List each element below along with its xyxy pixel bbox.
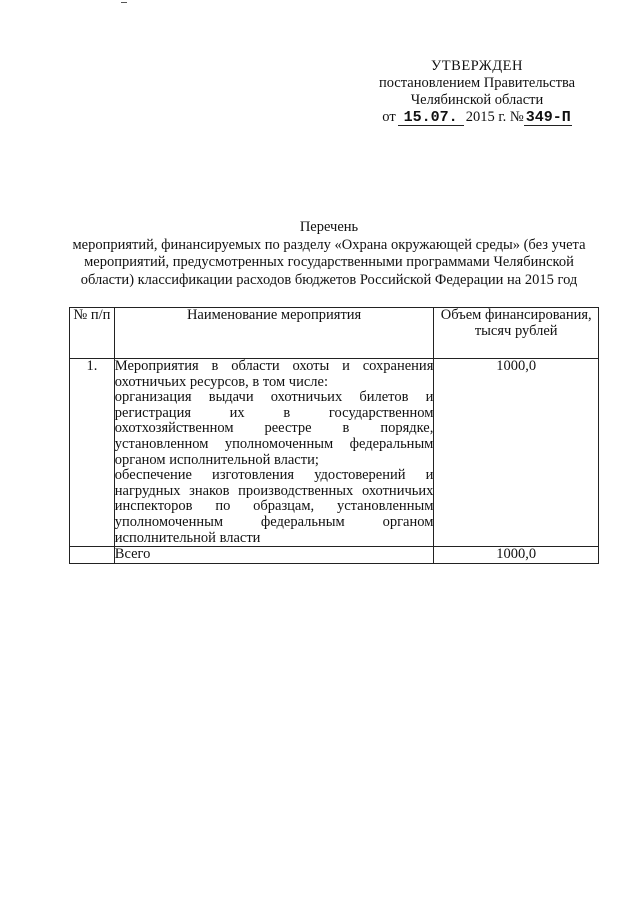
document-title bbox=[64, 219, 594, 289]
approval-date-number-line bbox=[370, 109, 584, 126]
total-label: Всего bbox=[114, 547, 434, 564]
approval-number: 349-П bbox=[525, 109, 571, 126]
header-name: Наименование мероприятия bbox=[114, 308, 434, 359]
row-text-part: обеспечение изготовления удостоверений и нагрудных знаков производственных охотничьих инспекторов по образцам, установленным уполномоченным федеральным органом исполнительной власти bbox=[114, 467, 434, 546]
row-value: 1000,0 bbox=[434, 359, 599, 547]
row-text-part: организация выдачи охотничьих билетов и регистрация их в государственном охотхозяйственном реестре в порядке, установленном уполномоченным федеральным органом исполнительной власти; bbox=[114, 389, 434, 468]
approval-date: 15.07. bbox=[398, 110, 464, 126]
total-value: 1000,0 bbox=[434, 547, 599, 564]
approval-heading: УТВЕРЖДЕН bbox=[431, 58, 523, 74]
title-subtitle: мероприятий, финансируемых по разделу «Охрана окружающей среды» (без учета мероприятий, предусмотренных государственными программами Челябинской области) классификации расходов бюджетов Российской Федерации на 2015 год bbox=[72, 236, 586, 288]
approval-block bbox=[370, 58, 584, 126]
row-text-part: Мероприятия в области охоты и сохранения охотничьих ресурсов, в том числе: bbox=[114, 358, 434, 390]
table-total-row bbox=[70, 547, 599, 564]
approval-from-prefix: от bbox=[382, 109, 396, 125]
header-num: № п/п bbox=[70, 308, 115, 359]
row-number: 1. bbox=[70, 359, 115, 547]
header-volume: Объем финансирования, тысяч рублей bbox=[434, 308, 599, 359]
table-header-row bbox=[70, 308, 599, 359]
title-heading: Перечень bbox=[299, 219, 359, 235]
total-num-cell bbox=[70, 547, 115, 564]
approval-line-1: постановлением Правительства bbox=[378, 75, 576, 91]
row-description bbox=[114, 359, 434, 547]
scan-mark bbox=[121, 2, 127, 3]
table-row bbox=[70, 359, 599, 547]
measures-table bbox=[69, 307, 599, 564]
approval-line-2: Челябинской области bbox=[410, 92, 544, 108]
approval-year: 2015 г. № bbox=[465, 109, 524, 125]
